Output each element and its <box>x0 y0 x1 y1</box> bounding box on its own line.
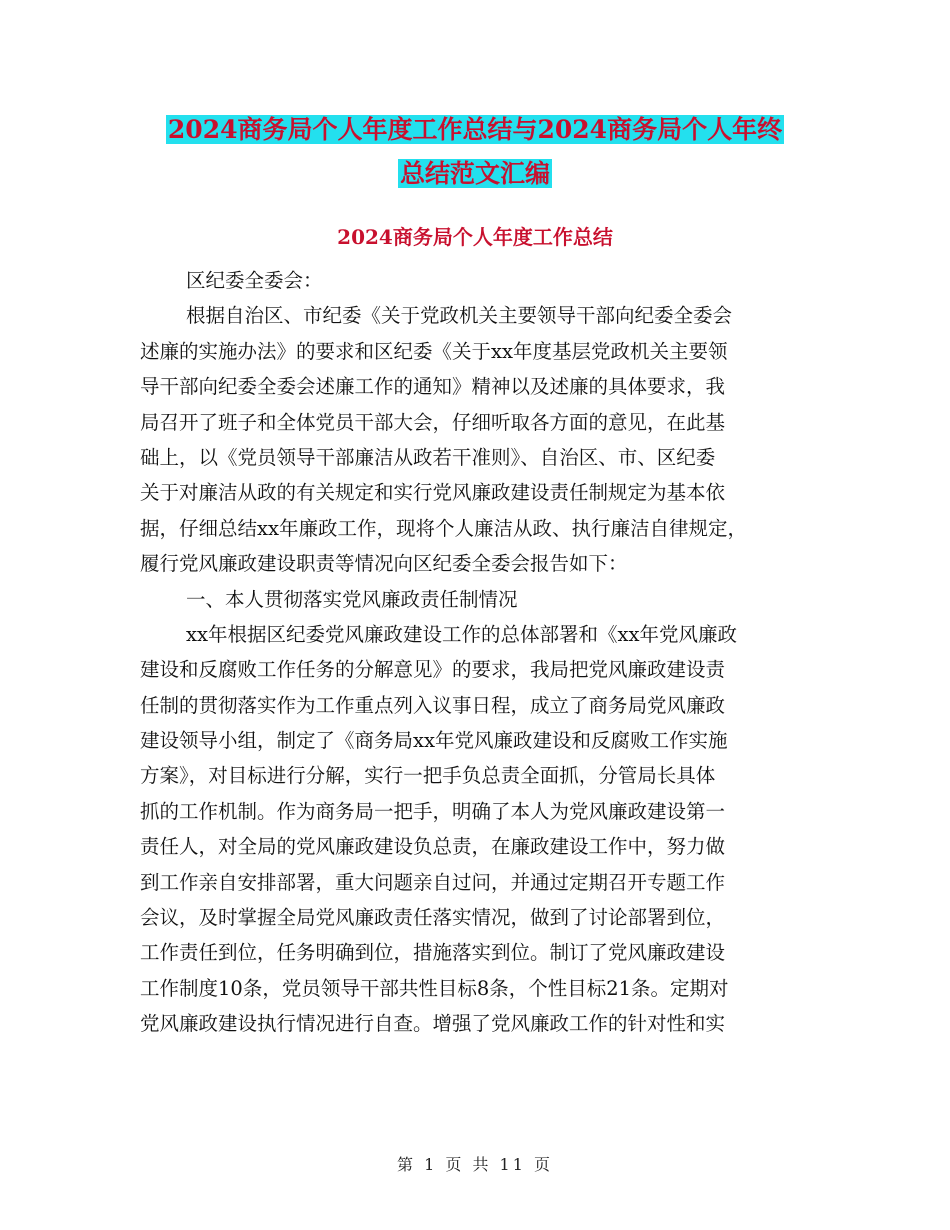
body-line: 会议，及时掌握全局党风廉政责任落实情况，做到了讨论部署到位， <box>140 906 726 930</box>
body-line: 导干部向纪委全委会述廉工作的通知》精神以及述廉的具体要求，我 <box>140 375 726 399</box>
body-line: 到工作亲自安排部署，重大问题亲自过问，并通过定期召开专题工作 <box>140 870 726 894</box>
document-title-line-1 <box>0 110 950 150</box>
document-title-line-2 <box>0 154 950 194</box>
body-line: 根据自治区、市纪委《关于党政机关主要领导干部向纪委全委会 <box>186 304 733 328</box>
document-body <box>140 263 815 1042</box>
body-line: 据，仔细总结xx年廉政工作，现将个人廉洁从政、执行廉洁自律规定， <box>140 516 747 540</box>
body-line: 责任人，对全局的党风廉政建设负总责，在廉政建设工作中，努力做 <box>140 835 726 859</box>
document-title-text-2: 总结范文汇编 <box>399 159 550 188</box>
section-1-heading: 一、本人贯彻落实党风廉政责任制情况 <box>186 587 518 611</box>
body-line: 建设和反腐败工作任务的分解意见》的要求，我局把党风廉政建设责 <box>140 658 726 682</box>
body-line: 局召开了班子和全体党员干部大会，仔细听取各方面的意见，在此基 <box>140 410 726 434</box>
body-line: 抓的工作机制。作为商务局一把手，明确了本人为党风廉政建设第一 <box>140 799 726 823</box>
body-line: 方案》，对目标进行分解，实行一把手负总责全面抓，分管局长具体 <box>140 764 716 788</box>
body-line: 工作责任到位，任务明确到位，措施落实到位。制订了党风廉政建设 <box>140 941 726 965</box>
body-line: xx年根据区纪委党风廉政建设工作的总体部署和《xx年党风廉政 <box>186 622 737 646</box>
body-line: 任制的贯彻落实作为工作重点列入议事日程，成立了商务局党风廉政 <box>140 693 726 717</box>
body-line: 关于对廉洁从政的有关规定和实行党风廉政建设责任制规定为基本依 <box>140 481 726 505</box>
body-line: 述廉的实施办法》的要求和区纪委《关于xx年度基层党政机关主要领 <box>140 339 728 363</box>
document-title-text-1: 2024商务局个人年度工作总结与2024商务局个人年终 <box>167 115 783 144</box>
body-line: 党风廉政建设执行情况进行自查。增强了党风廉政工作的针对性和实 <box>140 1012 726 1036</box>
body-line: 建设领导小组，制定了《商务局xx年党风廉政建设和反腐败工作实施 <box>140 729 728 753</box>
salutation: 区纪委全委会： <box>186 269 323 292</box>
body-line: 础上，以《党员领导干部廉洁从政若干准则》、自治区、市、区纪委 <box>140 445 716 469</box>
page-footer: 第 1 页 共 11 页 <box>397 1155 553 1174</box>
section-heading: 2024商务局个人年度工作总结 <box>337 225 613 249</box>
body-line: 履行党风廉政建设职责等情况向区纪委全委会报告如下： <box>140 552 628 576</box>
body-line: 工作制度10条，党员领导干部共性目标8条，个性目标21条。定期对 <box>140 976 729 1000</box>
